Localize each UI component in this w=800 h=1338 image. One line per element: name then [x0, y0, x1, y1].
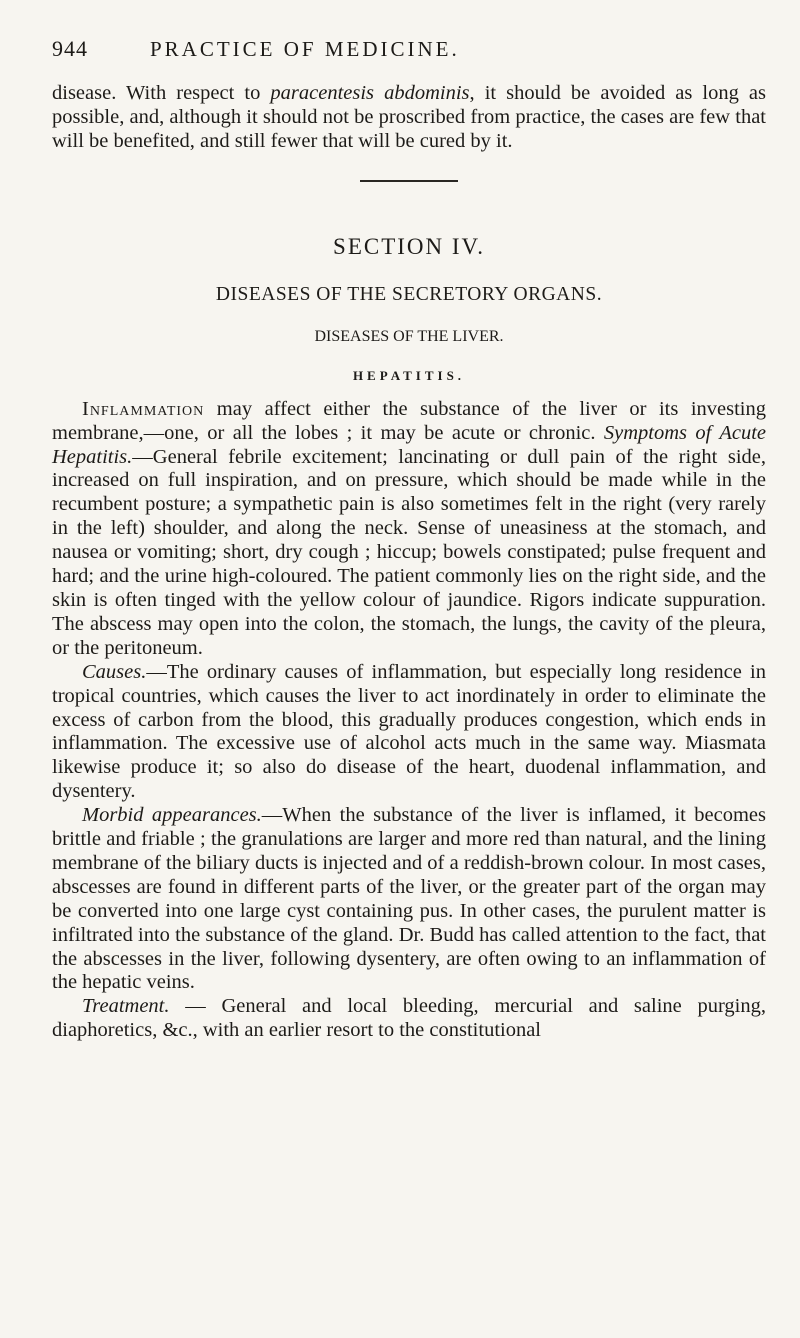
causes-label: Causes. [82, 660, 147, 683]
running-head [52, 36, 766, 70]
topic-title: HEPATITIS. [352, 367, 466, 383]
paragraph-symptoms [52, 398, 766, 661]
paragraph-text: may affect either the substance of the liver or its investing membrane,—one, or all the lobes ; it may be acute or chronic. [52, 397, 766, 444]
morbid-text: —When the substance of the liver is inflamed, it becomes brittle and friable ; the granulations are larger and more red than natural, and the lining membrane of the biliary ducts is injected and of a reddish-brown colour. In most cases, abscesses are found in different parts of the liver, or the greater part of the organ may be converted into one large cyst containing pus. In other cases, the purulent matter is infiltrated into the substance of the gland. Dr. Budd has called attention to the fact, that the abscesses in the liver, following dysentery, are often owing to an inflammation of the hepatic veins. [52, 804, 766, 994]
page-number: 944 [52, 36, 88, 61]
treatment-label: Treatment. [82, 995, 170, 1018]
section-subtitle: DISEASES OF THE SECRETORY ORGANS. [215, 283, 603, 305]
causes-text: —The ordinary causes of inflammation, but especially long residence in tropical countries, which causes the liver to act inordinately in order to eliminate the excess of carbon from the blood, this gradually produces congestion, which ends in inflammation. The excessive use of alcohol acts much in the same way. Miasmata likewise produce it; so also do disease of the heart, duodenal inflammation, and dysentery. [52, 660, 766, 803]
paragraph-morbid [52, 804, 766, 995]
intro-before: disease. With respect to [52, 82, 271, 104]
intro-paragraph [52, 82, 766, 154]
paragraph-causes [52, 661, 766, 804]
paragraph-treatment [52, 995, 766, 1043]
running-title: PRACTICE OF MEDICINE. [150, 37, 460, 61]
morbid-label: Morbid appearances. [82, 804, 262, 827]
chapter-title: DISEASES OF THE LIVER. [314, 327, 504, 345]
section-title: SECTION IV. [333, 233, 485, 259]
lead-word: Inflammation [82, 397, 205, 420]
symptoms-label: Symptoms of Acute Hepatitis. [52, 421, 767, 468]
section-divider [360, 180, 458, 182]
symptoms-text: —General febrile excitement; lancinating or dull pain of the right side, increased on full inspiration, and on pressure, which should be made while in the recumbent posture; a sympathetic pain is also sometimes felt in the right (very rarely in the left) shoulder, and along the neck. Sense of uneasiness at the stomach, and nausea or vomiting; short, dry cough ; hiccup; bowels constipated; pulse frequent and hard; and the urine high-coloured. The patient commonly lies on the right side, and the skin is often tinged with the yellow colour of jaundice. Rigors indicate suppuration. The abscess may open into the colon, the stomach, the lungs, the cavity of the pleura, or the peritoneum. [52, 445, 766, 659]
intro-term: paracentesis abdominis [270, 82, 470, 104]
intro-after: , it should be avoided as long as possible, and, although it should not be proscribed from practice, the cases are few that will be benefited, and still fewer that will be cured by it. [52, 82, 767, 152]
treatment-text: — General and local bleeding, mercurial and saline purging, diaphoretics, &c., with an earlier resort to the constitutional [52, 995, 766, 1042]
